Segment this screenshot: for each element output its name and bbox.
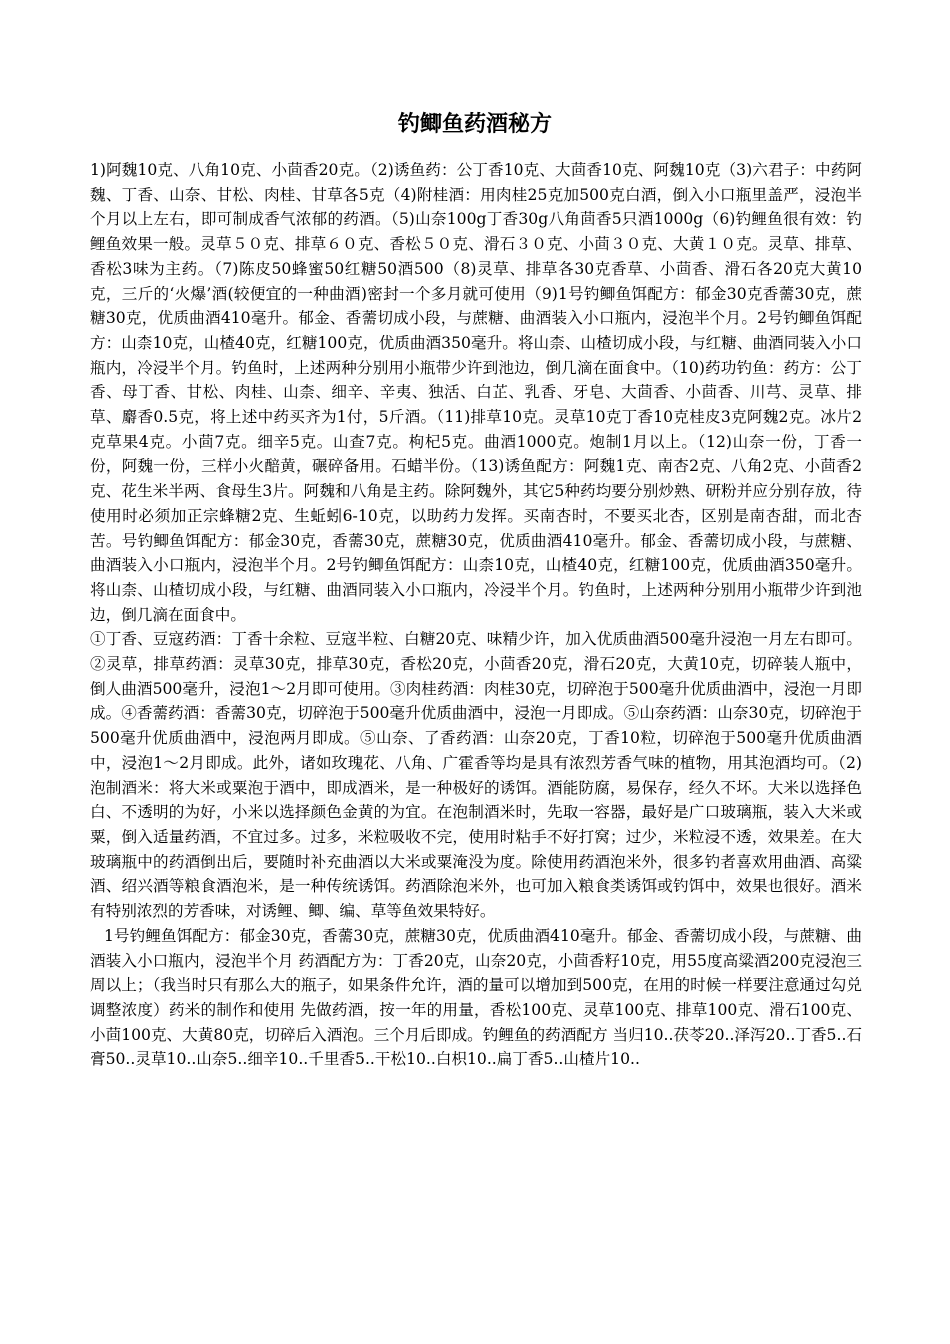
document-body <box>90 158 862 1072</box>
paragraph-medicinal-wines: ①丁香、豆寇药酒：丁香十余粒、豆寇半粒、白糖20克、味精少许，加入优质曲酒500毫升浸泡一月左右即可。②灵草，排草药酒：灵草30克，排草30克，香松20克，小茴香20克，滑石20克，大黄10克，切碎装人瓶中，倒人曲酒500毫升，浸泡1～2月即可使用。③肉桂药酒：肉桂30克，切碎泡于500毫升优质曲酒中，浸泡一月即成。④香薷药酒：香薷30克，切碎泡于500毫升优质曲酒中，浸泡一月即成。⑤山奈药酒：山奈30克，切碎泡于500毫升优质曲酒中，浸泡两月即成。⑤山奈、了香药酒：山奈20克，丁香10粒，切碎泡于500毫升优质曲酒中，浸泡1～2月即成。此外，诸如玫瑰花、八角、广霍香等均是具有浓烈芳香气味的植物，用其泡酒均可。（2)泡制酒米：将大米或粟泡于酒中，即成酒米，是一种极好的诱饵。酒能防腐，易保存，经久不坏。大米以选择色白、不透明的为好，小米以选择颜色金黄的为宜。在泡制酒米时，先取一容器，最好是广口玻璃瓶，装入大米或粟，倒入适量药酒，不宜过多。过多，米粒吸收不完，使用时粘手不好打窝；过少，米粒浸不透，效果差。在大玻璃瓶中的药酒倒出后，要随时补充曲酒以大米或粟淹没为度。除使用药酒泡米外，很多钓者喜欢用曲酒、高粱酒、绍兴酒等粮食酒泡米，是一种传统诱饵。药酒除泡米外，也可加入粮食类诱饵或钓饵中，效果也很好。酒米有特别浓烈的芳香味，对诱鲤、鲫、编、草等鱼效果特好。 <box>90 630 862 921</box>
document-title: 钓鲫鱼药酒秘方 <box>397 111 552 137</box>
paragraph-carp-bait: 1号钓鲤鱼饵配方：郁金30克，香薷30克，蔗糖30克，优质曲酒410毫升。郁金、香薷切成小段，与蔗糖、曲酒装入小口瓶内，浸泡半个月 药酒配方为：丁香20克，山奈20克，小茴香籽10克，用55度高粱酒200克浸泡三周以上；（我当时只有那么大的瓶子，如果条件允许，酒的量可以增加到500克，在用的时候一样要注意通过勾兑调整浓度）药米的制作和使用 先做药酒，按一年的用量，香松100克、灵草100克、排草100克、滑石100克、小茴100克、大黄80克，切碎后入酒泡。三个月后即成。钓鲤鱼的药酒配方 当归10..茯苓20..泽泻20..丁香5..石膏50..灵草10..山奈5..细辛10..千里香5..干松10..白枳10..扁丁香5..山楂片10.. <box>90 926 862 1069</box>
paragraph-recipes-list: 1)阿魏10克、八角10克、小茴香20克。（2)诱鱼药：公丁香10克、大茴香10克、阿魏10克（3)六君子：中药阿魏、丁香、山奈、甘松、肉桂、甘草各5克（4)附桂酒：用肉桂25克加500克白酒，倒入小口瓶里盖严，浸泡半个月以上左右，即可制成香气浓郁的药酒。（5)山奈100g丁香30g八角茴香5只酒1000g（6)钓鲤鱼很有效：钓鲤鱼效果一般。灵草５０克、排草６０克、香松５０克、滑石３０克、小茴３０克、大黄１０克。灵草、排草、香松3味为主药。（7)陈皮50蜂蜜50红糖50酒500（8)灵草、排草各30克香草、小茴香、滑石各20克大黄10克，三斤的‘火爆’酒(较便宜的一种曲酒)密封一个多月就可使用（9)1号钓鲫鱼饵配方：郁金30克香薷30克，蔗糖30克，优质曲酒410毫升。郁金、香薷切成小段，与蔗糖、曲酒装入小口瓶内，浸泡半个月。2号钓鲫鱼饵配方：山柰10克，山楂40克，红糖100克，优质曲酒350毫升。将山柰、山楂切成小段，与红糖、曲酒同装入小口瓶内，冷浸半个月。钓鱼时，上述两种分别用小瓶带少许到池边，倒几滴在面食中。（10)药功钓鱼：药方：公丁香、母丁香、甘松、肉桂、山柰、细辛、辛夷、独活、白芷、乳香、牙皂、大茴香、小茴香、川芎、灵草、排草、麝香0.5克，将上述中药买齐为1付，5斤酒。（11)排草10克。灵草10克丁香10克桂皮3克阿魏2克。冰片2克草果4克。小茴7克。细辛5克。山查7克。枸杞5克。曲酒1000克。炮制1月以上。（12)山奈一份，丁香一份，阿魏一份，三样小火醅黄，碾碎备用。石蜡半份。（13)诱鱼配方：阿魏1克、南杏2克、八角2克、小茴香2克、花生米半两、食母生3片。阿魏和八角是主药。除阿魏外，其它5种药均要分别炒熟、研粉并应分别存放，待使用时必须加正宗蜂糖2克、生蚯蚓6-10克，以助药力发挥。买南杏时，不要买北杏，区别是南杏甜，而北杏苦。号钓鲫鱼饵配方：郁金30克，香薷30克，蔗糖30克，优质曲酒410毫升。郁金、香薷切成小段，与蔗糖、曲酒装入小口瓶内，浸泡半个月。2号钓鲫鱼饵配方：山柰10克，山楂40克，红糖100克，优质曲酒350毫升。将山柰、山楂切成小段，与红糖、曲酒同装入小口瓶内，冷浸半个月。钓鱼时，上述两种分别用小瓶带少许到池边，倒几滴在面食中。 <box>90 161 862 624</box>
